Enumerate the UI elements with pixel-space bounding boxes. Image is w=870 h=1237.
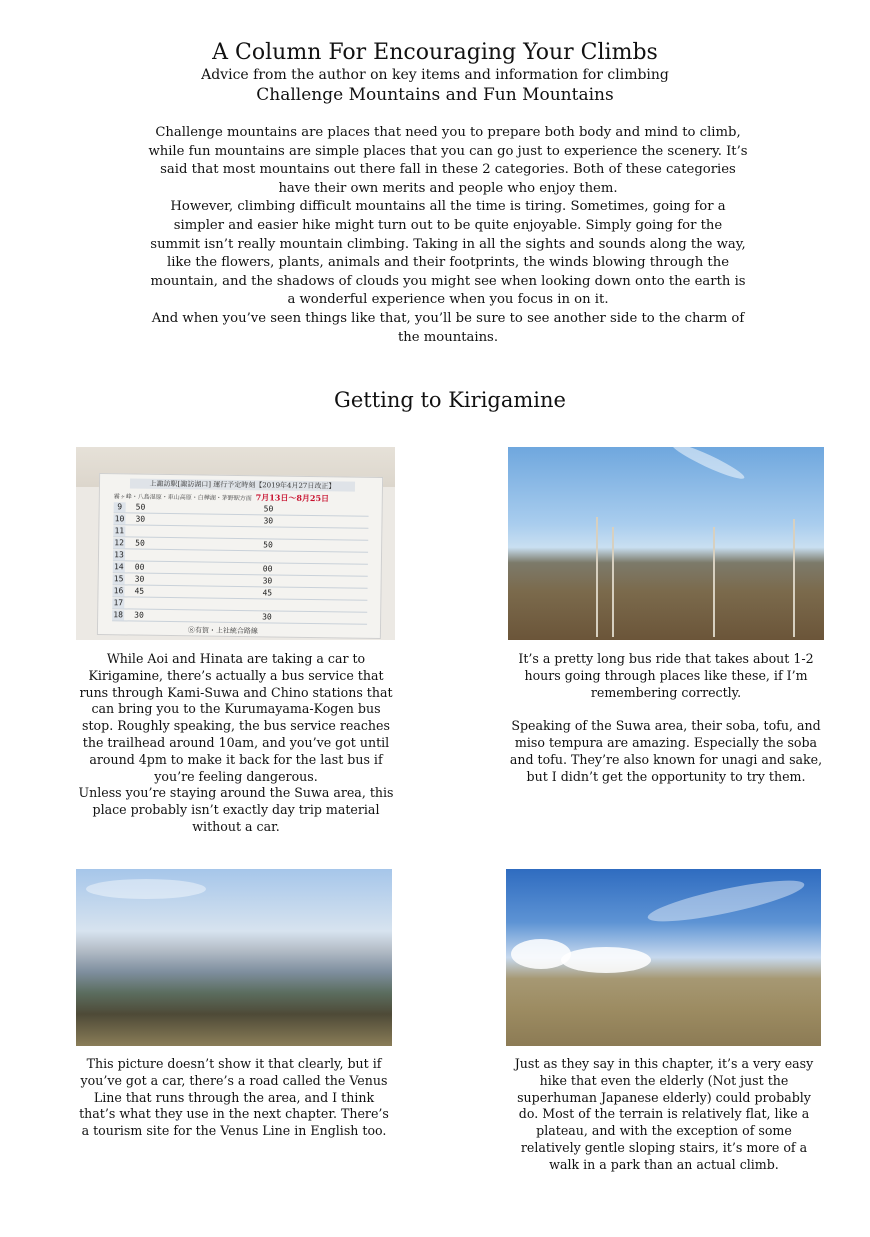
cloud [645,873,806,930]
timetable-route: 霧ヶ峰・八島湿原・車山高原・白樺湖・茅野駅方面 [113,493,252,503]
paragraph-spacer [508,701,824,718]
timetable-hour: 14 [113,562,124,572]
intro-text [148,124,748,347]
cloud [511,939,571,969]
mountain-vista-photo [76,869,392,1046]
timetable-minute: 50 [263,504,274,514]
intro-paragraph: And when you’ve seen things like that, you’ll be sure to see another side to the charm of the mountains. [151,310,745,345]
timetable-minute: 45 [262,588,273,598]
cloud [561,947,651,973]
timetable-minute: 30 [263,516,274,526]
timetable-dates: 7月13日～8月25日 [255,492,330,504]
timetable-hour: 18 [113,610,124,620]
birch-tree [612,527,614,637]
timetable-hour: 9 [114,502,126,512]
section-title: Getting to Kirigamine [334,388,566,412]
timetable-minute: 45 [134,586,145,596]
timetable-minute: 30 [134,610,144,620]
timetable-footer: ⑧有賀・上社統合路線 [187,626,259,636]
bus-timetable-photo [76,447,395,640]
timetable-subheader [114,490,369,504]
caption-paragraph: Just as they say in this chapter, it’s a very easy hike that even the elderly (Not just the superhuman Japanese elderly) could probably do. Most of the terrain is relatively flat, like a plateau, and with the exception of some relatively gentle sloping stairs, it’s more of a walk in a park than an actual climb. [514,1056,814,1172]
page-title: A Column For Encouraging Your Climbs [212,40,658,65]
caption-easy-hike [506,1056,822,1174]
timetable-row [112,610,367,625]
intro-paragraph: Challenge mountains are places that need you to prepare both body and mind to climb, while fun mountains are simple places that you can go just to experience the scenery. It’s said that most mountains out there fall in these 2 categories. Both of these categories have their own merits and people who enjoy them. [148,125,748,196]
timetable-hour: 15 [113,574,124,584]
caption-paragraph: While Aoi and Hinata are taking a car to Kirigamine, there’s actually a bus service that runs through Kami-Suwa and Chino stations that can bring you to the Kurumayama-Kogen bus stop. Roughly speaking, the bus service reaches the trailhead around 10am, and you’ve got until around 4pm to make it back for the last bus if you’re feeling dangerous. [79,651,393,784]
caption-paragraph: It’s a pretty long bus ride that takes about 1-2 hours going through places like these, if I’m remembering correctly. [518,651,814,700]
timetable-minute: 50 [135,538,145,548]
timetable-grid [112,502,369,626]
birch-trees-photo [508,447,824,640]
timetable-hour: 13 [114,550,124,560]
caption-paragraph: Unless you’re staying around the Suwa area, this place probably isn’t exactly day trip material without a car. [78,785,394,834]
timetable-minute: 30 [134,574,145,584]
timetable-minute: 50 [263,540,273,550]
timetable-hour: 11 [114,526,125,536]
cloud [86,879,206,899]
caption-venus-line [76,1056,392,1140]
caption-bus-service [76,651,396,836]
timetable-minute: 50 [135,502,146,512]
caption-paragraph: This picture doesn’t show it that clearly, but if you’ve got a car, there’s a road called the Venus Line that runs through the area, and I think that’s what they use in the next chapter. There’s a tourism site for the Venus Line in English too. [79,1056,389,1139]
timetable-hour: 16 [113,586,124,596]
timetable-hour: 10 [114,514,125,524]
timetable-hour: 17 [113,598,124,608]
timetable-minute: 30 [262,612,272,622]
timetable-header: 上諏訪駅[諏訪湖口] 運行予定時刻【2019年4月27日改正】 [130,478,355,491]
page-subtitle: Advice from the author on key items and information for climbing [201,67,669,83]
column-topic: Challenge Mountains and Fun Mountains [256,85,614,105]
timetable-minute: 00 [134,562,145,572]
caption-bus-ride [508,651,824,785]
timetable-minute: 00 [262,564,273,574]
plateau-photo [506,869,821,1046]
cloud [669,447,747,483]
timetable-hour: 12 [114,538,125,548]
birch-tree [713,527,715,637]
birch-tree [793,519,795,637]
caption-paragraph: Speaking of the Suwa area, their soba, tofu, and miso tempura are amazing. Especially the soba and tofu. They’re also known for unagi and sake, but I didn’t get the opportunity to try them. [509,718,823,784]
timetable-minute: 30 [262,576,273,586]
timetable-sheet [97,473,383,639]
timetable-minute: 30 [135,514,146,524]
intro-paragraph: However, climbing difficult mountains all the time is tiring. Sometimes, going for a simpler and easier hike might turn out to be quite enjoyable. Simply going for the summit isn’t really mountain climbing. Taking in all the sights and sounds along the way, like the flowers, plants, animals and their footprints, the winds blowing through the mountain, and the shadows of clouds you might see when looking down onto the earth is a wonderful experience when you focus in on it. [150,199,746,308]
birch-tree [596,517,598,637]
